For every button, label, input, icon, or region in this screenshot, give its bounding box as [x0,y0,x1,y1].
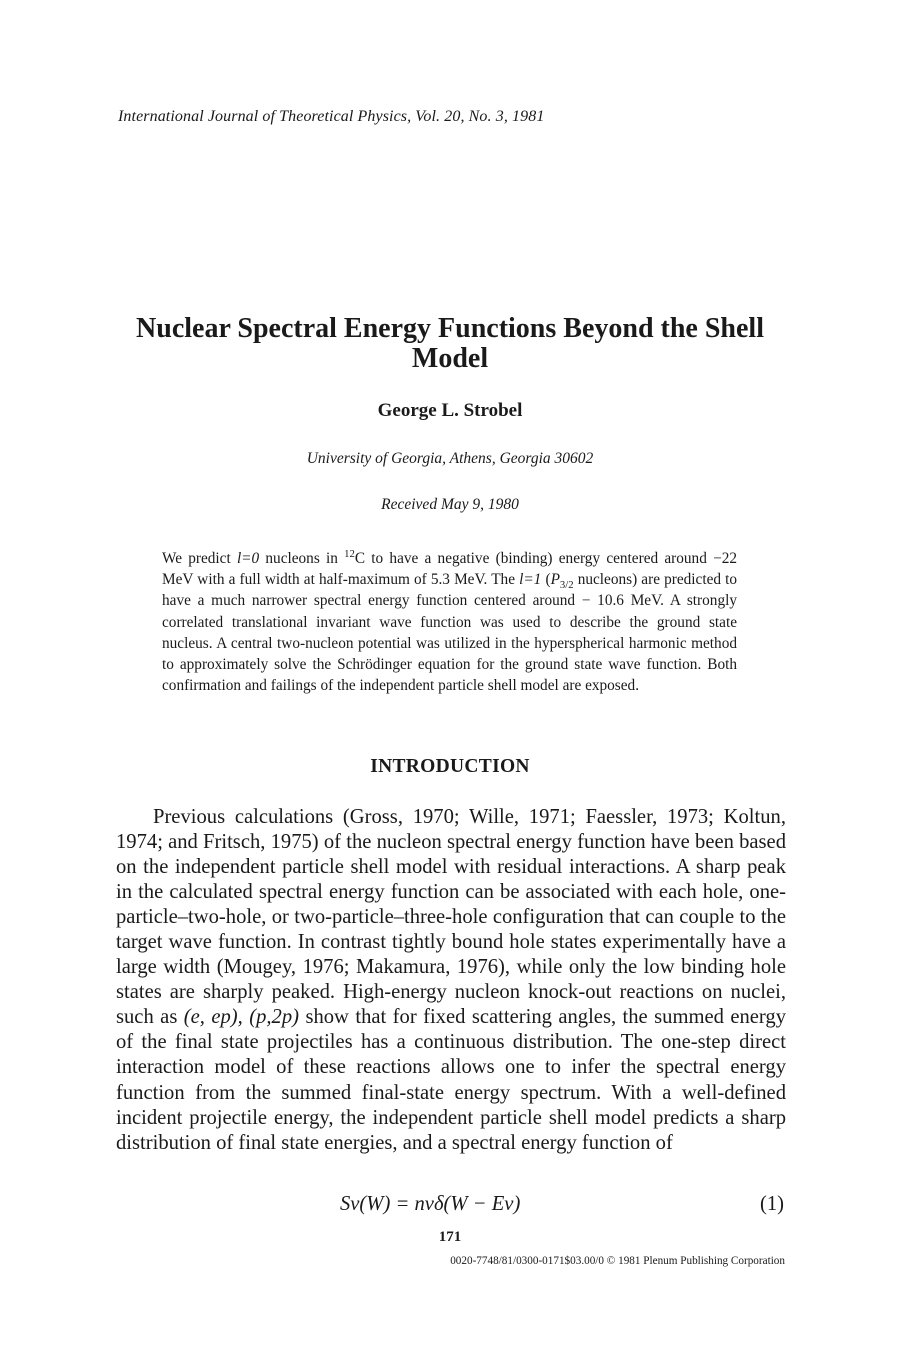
abstract-text: ( [541,571,551,589]
page-number: 171 [438,1229,462,1245]
paragraph-text: Previous calculations (Gross, 1970; Wille, 1971; Faessler, 1973; Koltun, 1974; and Fritsch, 1975) of the nucleon spectral energy function have been based on the independent particle shell model with residual interactions. A sharp peak in the calculated spectral energy function can be associated with each hole, one-particle–two-hole, or two-particle–three-hole configuration that can couple to the target wave function. In contrast tightly bound hole states experimentally have a large width (Mougey, 1976; Makamura, 1976), while only the low binding hole states are sharply peaked. High-energy nucleon knock-out reactions on nuclei, such as [116,806,786,1029]
abstract-element: C [354,550,366,567]
abstract-p-state: P [550,571,560,589]
abstract-mass-number: 12 [344,547,355,560]
abstract-text: nucleons) are predicted to have a much narrower spectral energy function centered around − 10.6 MeV. A strongly correlated translational invariant wave function was used to describe the ground state nucleus. A central two-nucleon potential was utilized in the hyperspherical harmonic method to approximately solve the Schrödinger equation for the ground state wave function. Both confirmation and failings of the independent particle shell model are exposed. [162,571,738,695]
introduction-paragraph [116,805,786,1156]
section-heading-introduction: INTRODUCTION [370,756,530,777]
reaction-p-2p: (p,2p) [249,1006,300,1029]
author-name: George L. Strobel [377,400,523,421]
equation-number: (1) [760,1193,785,1215]
paragraph-text: show that for fixed scattering angles, the summed energy of the final state projectiles has a continuous distribution. The one-step direct interaction model of these reactions allows one to infer the spectral energy function from the summed final-state energy spectrum. With a well-defined incident projectile energy, the independent particle shell model predicts a sharp distribution of final state energies, and a spectral energy function of [116,1006,787,1154]
abstract-text: nucleons in [259,550,345,567]
copyright-line: 0020-7748/81/0300-0171$03.00/0 © 1981 Plenum Publishing Corporation [450,1255,785,1267]
abstract-text: to have a negative (binding) energy centered around −22 MeV with a full width at half-maximum of 5.3 MeV. The [162,550,737,589]
article-title: Nuclear Spectral Energy Functions Beyond the Shell Model [136,313,764,374]
reaction-e-ep: (e, ep), [183,1006,243,1029]
author-affiliation: University of Georgia, Athens, Georgia 30602 [306,450,594,467]
abstract [162,548,737,696]
journal-header: International Journal of Theoretical Physics, Vol. 20, No. 3, 1981 [118,108,545,125]
abstract-text: We predict [162,550,237,567]
received-date: Received May 9, 1980 [381,496,519,513]
abstract-l-one: l=1 [519,571,542,589]
abstract-p-subscript: 3/2 [559,579,574,592]
abstract-l-zero: l=0 [236,550,260,567]
equation-1: Sν(W) = nνδ(W − Eν) [340,1193,521,1215]
